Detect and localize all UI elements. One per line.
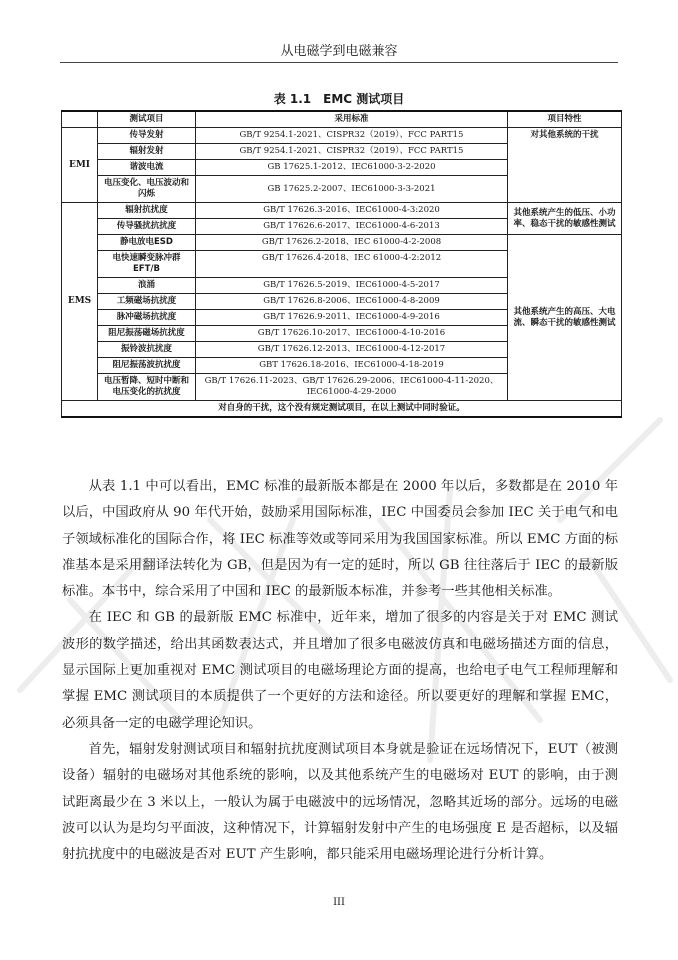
test-standard: GB/T 9254.1-2021、CISPR32（2019）、FCC PART15 [196,144,508,160]
test-item: 脉冲磁场抗扰度 [98,310,196,326]
test-standard: GB 17625.2-2007、IEC61000-3-3-2021 [196,176,508,203]
header-rule [60,62,618,63]
test-item: 阻尼振荡波抗扰度 [98,358,196,374]
paragraph: 首先，辐射发射测试项目和辐射抗扰度测试项目本身就是验证在远场情况下，EUT（被测设备）辐射的电磁场对其他系统的影响，以及其他系统产生的电磁场对 EUT 的影响，由于测试距离最少在 3 米以上，一般认为属于电磁波中的远场情况，忽略其近场的部分。远场的电磁波可以认为是均匀平面波，这种情况下，计算辐射发射中产生的电场强度 E 是否超标，以及辐射抗扰度中的电磁波是否对 EUT 产生影响，都只能采用电磁场理论进行分析计算。 [62,741,618,863]
test-item: 电压变化、电压波动和闪烁 [98,176,196,203]
test-standard: GB/T 17626.5-2019、IEC61000-4-5-2017 [196,278,508,294]
table-footer-note: 对自身的干扰，这个没有规定测试项目，在以上测试中同时验证。 [62,401,622,418]
table-header-row [62,111,622,128]
feature-ems-high: 其他系统产生的高压、大电流、瞬态干扰的敏感性测试 [508,235,622,401]
test-standard: GB/T 17626.6-2017、IEC61000-4-6-2013 [196,219,508,235]
test-item: 静电放电ESD [98,235,196,251]
page-number: III [333,897,345,908]
test-standard: GB/T 9254.1-2021、CISPR32（2019）、FCC PART15 [196,128,508,144]
paragraph: 从表 1.1 中可以看出，EMC 标准的最新版本都是在 2000 年以后，多数都是在 2010 年以后，中国政府从 90 年代开始，鼓励采用国际标准，IEC 中国委员会参加 IEC 关于电气和电子领域标准化的国际合作，将 IEC 标准等效或等同采用为我国国家标准。所以 EMC 方面的标准基本是采用翻译法转化为 GB，但是因为有一定的延时，所以 GB 往往落后于 IEC 的最新版标准。本书中，综合采用了中国和 IEC 的最新版本标准，并参考一些其他相关标准。 [62,479,618,600]
table-row [62,128,622,144]
category-ems: EMS [62,203,98,401]
table-row [62,203,622,219]
test-item: 阻尼振荡磁场抗扰度 [98,326,196,342]
test-item: 电压暂降、短时中断和电压变化的抗扰度 [98,374,196,401]
table-caption: 表 1.1 EMC 测试项目 [273,92,405,106]
test-standard: GB/T 17626.10-2017、IEC61000-4-10-2016 [196,326,508,342]
test-standard: GB/T 17626.4-2018、IEC 61000-4-2:2012 [196,251,508,278]
paragraph: 在 IEC 和 GB 的最新版 EMC 标准中，近年来，增加了很多的内容是关于对 EMC 测试波形的数学描述，给出其函数表达式，并且增加了很多电磁波仿真和电磁场描述方面的信息，显示国际上更加重视对 EMC 测试项目的电磁场理论方面的提高，也给电子电气工程师理解和掌握 EMC 测试项目的本质提供了一个更好的方法和途径。所以要更好的理解和掌握 EMC，必须具备一定的电磁学理论知识。 [62,610,618,731]
test-standard: GB/T 17626.11-2023、GB/T 17626.29-2006、IEC61000-4-11-2020、IEC61000-4-29-2000 [196,374,508,401]
emc-test-table [61,110,622,418]
feature-emi: 对其他系统的干扰 [508,128,622,203]
test-item: 工频磁场抗扰度 [98,294,196,310]
test-item: 振铃波抗扰度 [98,342,196,358]
test-standard: GB/T 17626.8-2006、IEC61000-4-8-2009 [196,294,508,310]
test-item: 辐射抗扰度 [98,203,196,219]
table-row [62,235,622,251]
running-header: 从电磁学到电磁兼容 [280,44,398,59]
feature-ems-low: 其他系统产生的低压、小功率、稳态干扰的敏感性测试 [508,203,622,235]
test-standard: GB/T 17626.12-2013、IEC61000-4-12-2017 [196,342,508,358]
test-standard: GBT 17626.18-2016、IEC61000-4-18-2019 [196,358,508,374]
test-item: 辐射发射 [98,144,196,160]
test-standard: GB 17625.1-2012、IEC61000-3-2-2020 [196,160,508,176]
test-item: 传导发射 [98,128,196,144]
test-item: 浪涌 [98,278,196,294]
test-standard: GB/T 17626.9-2011、IEC61000-4-9-2016 [196,310,508,326]
body-text [62,474,618,868]
header-standard: 采用标准 [196,111,508,128]
header-feature: 项目特性 [508,111,622,128]
test-item: 电快速瞬变脉冲群EFT/B [98,251,196,278]
test-standard: GB/T 17626.2-2018、IEC 61000-4-2-2008 [196,235,508,251]
category-emi: EMI [62,128,98,203]
test-item: 谐波电流 [98,160,196,176]
test-standard: GB/T 17626.3-2016、IEC61000-4-3:2020 [196,203,508,219]
test-item: 传导骚扰抗扰度 [98,219,196,235]
header-item: 测试项目 [98,111,196,128]
table-footer-row [62,401,622,418]
